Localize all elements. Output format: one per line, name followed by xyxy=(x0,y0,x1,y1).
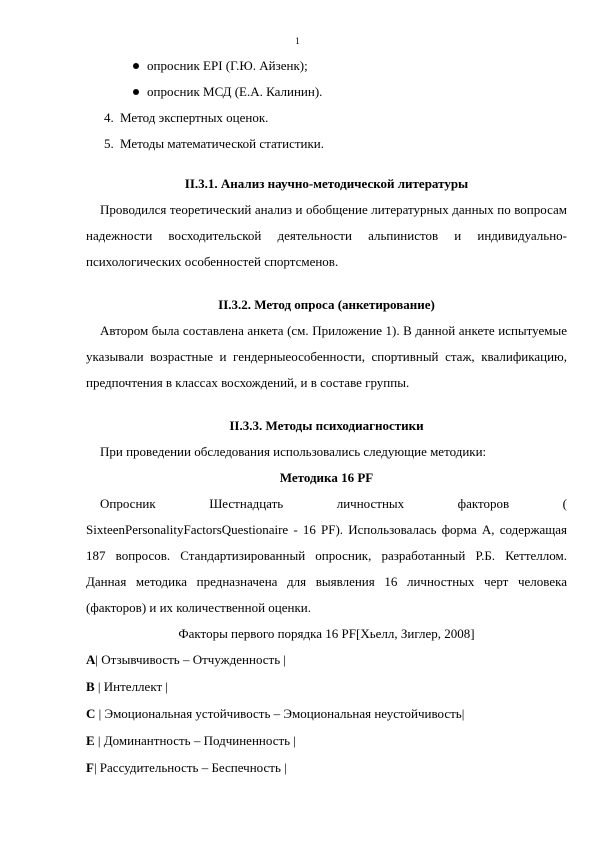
list-item: 5. Методы математической статистики. xyxy=(104,136,325,151)
list-item: A| Отзывчивость – Отчужденность | xyxy=(86,652,287,667)
list-item: B | Интеллект | xyxy=(86,679,168,694)
methods-list xyxy=(86,108,567,160)
paragraph: При проведении обследования использовались следующие методики: xyxy=(100,444,487,459)
list-item: 4. Метод экспертных оценок. xyxy=(104,110,269,125)
section-heading: II.3.1. Анализ научно-методической литературы xyxy=(184,176,469,191)
section-heading: II.3.2. Метод опроса (анкетирование) xyxy=(218,297,435,312)
page-content xyxy=(86,56,567,782)
questionnaire-list xyxy=(86,56,567,108)
bullet-icon xyxy=(133,63,139,69)
list-item: E | Доминантность – Подчиненность | xyxy=(86,733,296,748)
bullet-icon xyxy=(133,89,139,95)
page-number: 1 xyxy=(295,36,300,46)
paragraph: Автором была составлена анкета (см. Приложение 1). В данной анкете испытуемые указывали возрастные и гендерныеособенности, спортивный стаж, квалификацию, предпочтения в классах восхождений, и в составе группы. xyxy=(86,323,567,390)
section-heading: II.3.3. Методы психодиагностики xyxy=(229,418,424,433)
factors-list xyxy=(86,647,567,782)
list-item: опросник МСД (Е.А. Калинин). xyxy=(86,82,567,108)
method-heading: Методика 16 PF xyxy=(279,470,374,485)
paragraph: Опросник Шестнадцать личностных факторов ( SixteenPersonalityFactorsQuestionaire - 16 PF). Использовалась форма А, содержащая 187 вопросов. Стандартизированный опросник, разработанный Р.Б. Кеттеллом. Данная методика предназначена для выявления 16 личностных черт человека (факторов) и их количественной оценки. xyxy=(86,496,567,615)
list-item: опросник EPI (Г.Ю. Айзенк); xyxy=(86,56,567,82)
list-item: F| Рассудительность – Беспечность | xyxy=(86,760,287,775)
paragraph: Проводился теоретический анализ и обобщение литературных данных по вопросам надежности восходительской деятельности альпинистов и индивидуально-психологических особенностей спортсменов. xyxy=(86,202,567,269)
list-item: C | Эмоциональная устойчивость – Эмоциональная неустойчивость| xyxy=(86,706,465,721)
factors-heading: Факторы первого порядка 16 PF[Хьелл, Зиглер, 2008] xyxy=(178,626,475,641)
